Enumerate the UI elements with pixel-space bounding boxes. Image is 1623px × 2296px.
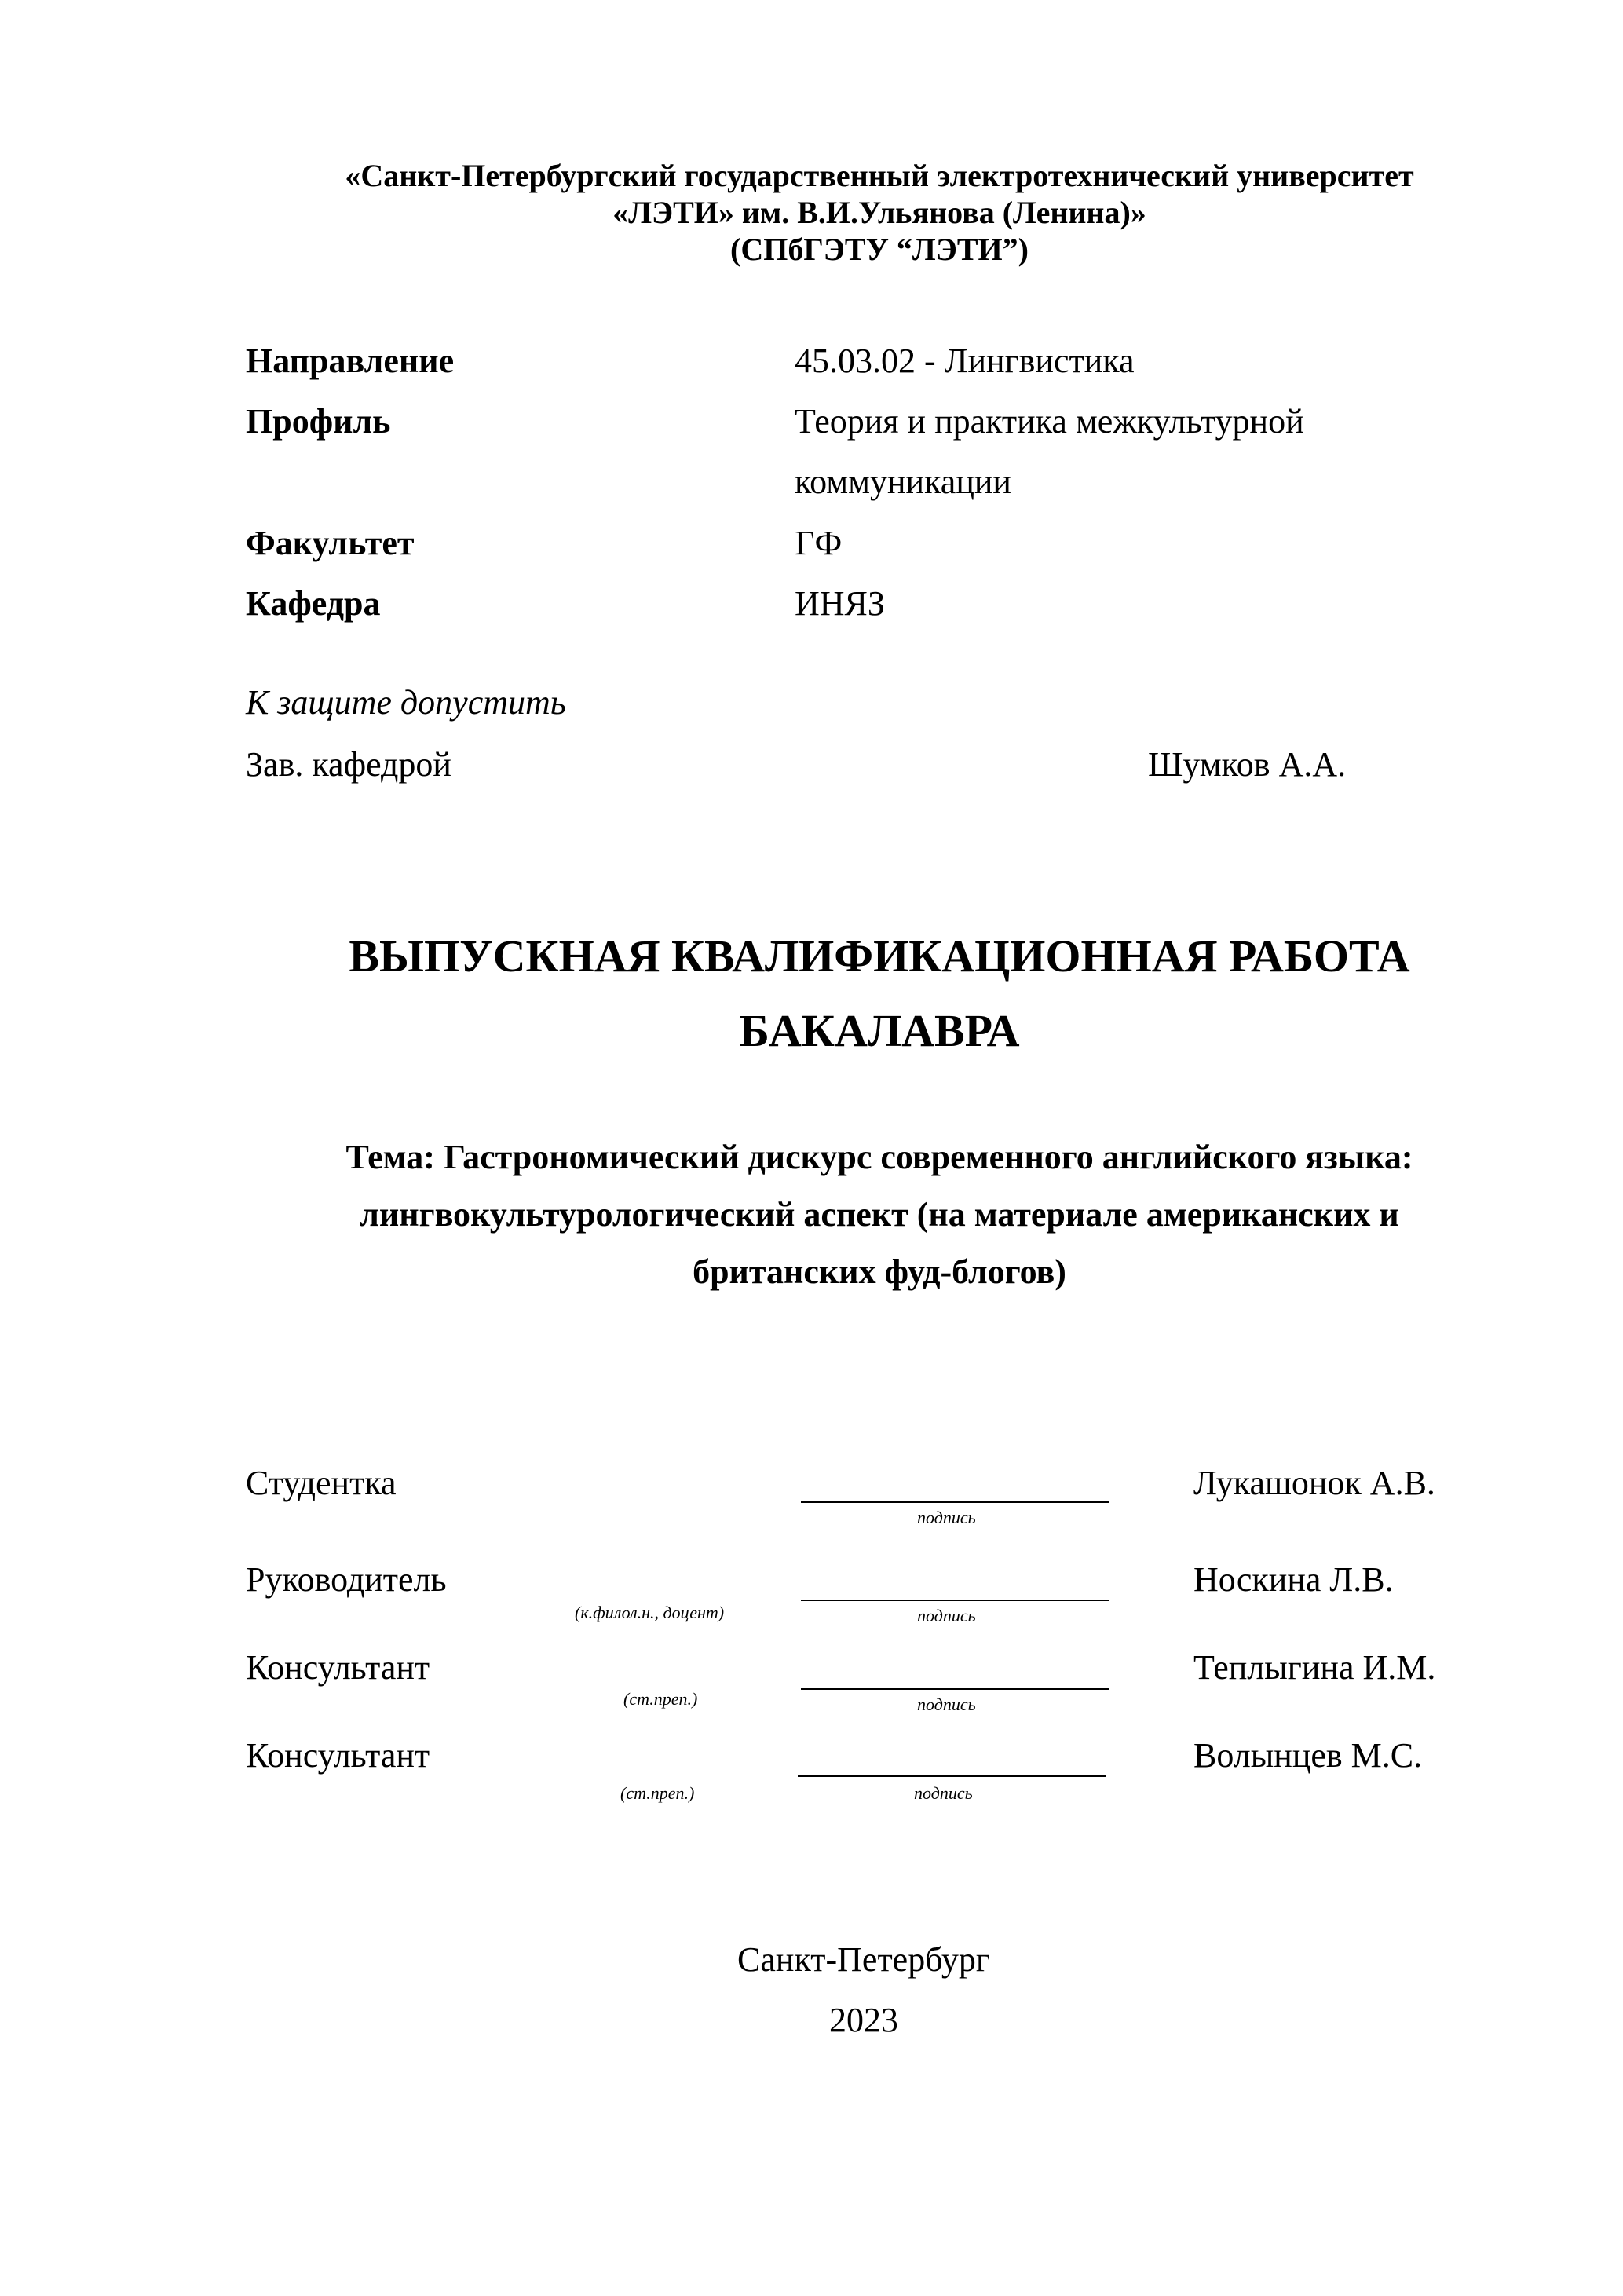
profile-value-line-1: Теория и практика межкультурной (795, 402, 1304, 441)
signature-name: Носкина Л.В. (1193, 1560, 1394, 1599)
signature-caption: подпись (917, 1695, 976, 1714)
signature-line (801, 1600, 1109, 1601)
profile-value-line-2: коммуникации (795, 462, 1011, 501)
university-header-line-3: (СПбГЭТУ “ЛЭТИ”) (730, 232, 1029, 267)
signature-caption: подпись (917, 1508, 976, 1527)
work-title-line-1: ВЫПУСКНАЯ КВАЛИФИКАЦИОННАЯ РАБОТА (349, 930, 1410, 982)
direction-label: Направление (246, 342, 455, 380)
topic-line-3: британских фуд-блогов) (693, 1252, 1066, 1291)
head-of-department-name: Шумков А.А. (1148, 745, 1347, 784)
signature-line (798, 1775, 1106, 1777)
direction-value: 45.03.02 - Лингвистика (795, 342, 1135, 380)
profile-label: Профиль (246, 402, 391, 441)
work-title-line-2: БАКАЛАВРА (739, 1005, 1020, 1056)
faculty-label: Факультет (246, 524, 415, 562)
head-of-department-label: Зав. кафедрой (246, 745, 451, 784)
signature-rank: (к.филол.н., доцент) (575, 1603, 725, 1622)
signature-caption: подпись (914, 1783, 973, 1803)
signature-line (801, 1688, 1109, 1690)
signature-rank: (ст.преп.) (620, 1783, 695, 1803)
signature-caption: подпись (917, 1606, 976, 1625)
university-header-line-1: «Санкт-Петербургский государственный электротехнический университет (345, 158, 1414, 193)
topic-line-2: лингвокультурологический аспект (на материале американских и (360, 1195, 1399, 1234)
signature-role: Студентка (246, 1464, 397, 1502)
signature-role: Консультант (246, 1648, 430, 1687)
signature-role: Консультант (246, 1736, 430, 1775)
signature-name: Лукашонок А.В. (1193, 1464, 1435, 1502)
footer-city: Санкт-Петербург (737, 1940, 990, 1979)
footer-year: 2023 (829, 2001, 898, 2039)
admit-to-defense: К защите допустить (246, 683, 566, 722)
signature-name: Теплыгина И.М. (1193, 1648, 1436, 1687)
signature-rank: (ст.преп.) (623, 1689, 698, 1709)
signature-name: Волынцев М.С. (1193, 1736, 1423, 1775)
faculty-value: ГФ (795, 524, 843, 562)
signature-line (801, 1501, 1109, 1503)
university-header-line-2: «ЛЭТИ» им. В.И.Ульянова (Ленина)» (612, 195, 1146, 230)
signature-role: Руководитель (246, 1560, 447, 1599)
topic-line-1: Тема: Гастрономический дискурс современного английского языка: (345, 1138, 1413, 1176)
department-label: Кафедра (246, 584, 381, 623)
department-value: ИНЯЗ (795, 584, 885, 623)
